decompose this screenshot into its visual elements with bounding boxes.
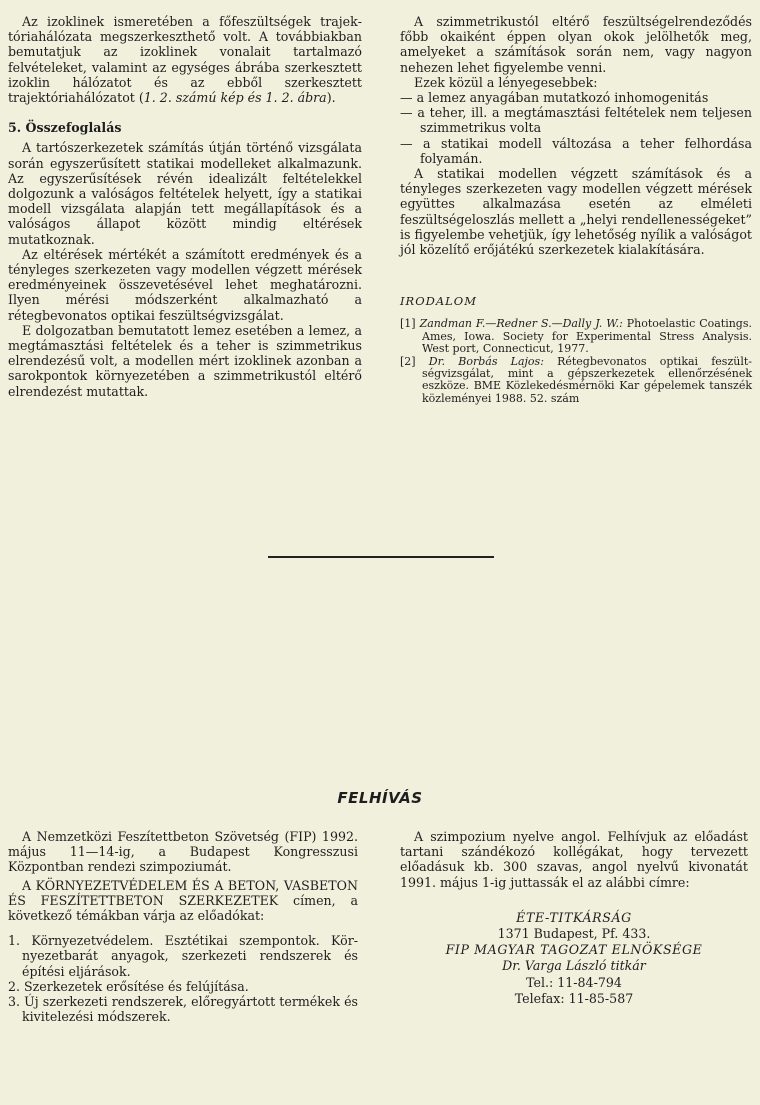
reference-item bbox=[400, 356, 752, 406]
contact-fax: Telefax: 11-85-587 bbox=[514, 990, 634, 1006]
contact-block bbox=[400, 910, 748, 1007]
list-item: 2. Szerkezetek erősítése és felújítása. bbox=[8, 978, 249, 994]
reference-number: [1] bbox=[400, 317, 416, 331]
contact-org: ÉTE-TITKÁRSÁG bbox=[516, 909, 632, 925]
reference-number: [2] bbox=[400, 354, 416, 368]
right-paragraph-3: A statikai modellen végzett számítások és a tényleges szerkezeten vagy modellen végzett mérések együttes alkalmazása esetén az elméleti feszültségeloszlás mellett a „helyi rendellenességeket” is figyelembe vehetjük, így lehetőség nyílik a valóságot jól közelítő erőjátékú szerkezetek kialakítására. bbox=[400, 166, 752, 258]
references-title: IRODALOM bbox=[400, 294, 477, 309]
call-intro: A Nemzetközi Feszítettbeton Szövetség (FIP) 1992. május 11—14-ig, a Budapest Kongresszusi Központban rendezi szimpoziumát. bbox=[8, 829, 358, 875]
list-item: — a statikai modell változása a teher felhordása folyamán. bbox=[400, 135, 752, 166]
figure-reference: 1. 2. számú kép és 1. 2. ábra bbox=[143, 90, 327, 106]
reference-authors: Dr. Borbás Lajos: bbox=[428, 354, 544, 368]
contact-address: 1371 Budapest, Pf. 433. bbox=[497, 926, 651, 942]
contact-phone: Tel.: 11-84-794 bbox=[526, 974, 622, 990]
call-title: FELHÍVÁS bbox=[337, 789, 423, 807]
cause-list bbox=[400, 90, 752, 166]
call-theme: A KÖRNYEZETVÉDELEM ÉS A BETON, VASBETON ÉS FESZÍTETTBETON SZERKEZETEK címen, a következő témákban várja az előadókat: bbox=[8, 877, 358, 924]
right-column bbox=[400, 14, 752, 405]
list-item: 3. Új szerkezeti rendszerek, előregyártott termékek és kivitelezési módszerek. bbox=[8, 994, 358, 1025]
section-heading: 5. Összefoglalás bbox=[8, 120, 122, 136]
call-instructions: A szimpozium nyelve angol. Felhívjuk az előadást tartani szándékozó kollégákat, hogy tervezett előadásuk kb. 300 szavas, angol nyelvű kivonatát 1991. május 1-ig juttassák el az alábbi címre: bbox=[400, 829, 748, 890]
reference-item bbox=[400, 318, 752, 355]
reference-text: Rétegbevonatos optikai feszültségvizsgálat, mint a gépszerkezetek ellenőrzésének eszköze. BME Közlekedésmérnöki Kar gépelemek tanszék közleményei 1988. 52. szám bbox=[422, 354, 752, 405]
summary-paragraph-2: Az eltérések mértékét a számított eredmények és a tényleges szerkezeten vagy modellen végzett mérések eredményeinek összevetésével lehet meghatározni. Ilyen mérési módszerként alkalmazható a rétegbevonatos optikai feszültségvizsgálat. bbox=[8, 246, 362, 323]
left-column bbox=[8, 14, 362, 399]
contact-group: FIP MAGYAR TAGOZAT ELNÖKSÉGE bbox=[445, 942, 703, 958]
paragraph-izoklin bbox=[8, 14, 362, 105]
list-item: 1. Környezetvédelem. Esztétikai szempontok. Környezetbarát anyagok, szerkezeti rendszerek és építési eljárások. bbox=[8, 933, 358, 979]
summary-paragraph-3: E dolgozatban bemutatott lemez esetében a lemez, a megtámasztási feltételek és a teher is szimmetrikus elrendezésű volt, a modellen mért izoklinek azonban a sarokpontok környezetében a szimmetrikustól eltérő elrendezést mutattak. bbox=[8, 322, 362, 399]
list-item: — a teher, ill. a megtámasztási feltételek nem teljesen szimmetrikus volta bbox=[400, 105, 752, 136]
reference-text: Photoelastic Coatings. Ames, Iowa. Society for Experimental Stress Analysis. West port, Connecticut, 1977. bbox=[422, 317, 752, 356]
right-paragraph-2: Ezek közül a lényegesebbek: bbox=[414, 74, 598, 90]
topic-list bbox=[8, 933, 358, 1024]
paragraph-text-end: ). bbox=[326, 90, 336, 106]
contact-person: Dr. Varga László titkár bbox=[502, 958, 646, 974]
right-paragraph-1: A szimmetrikustól eltérő feszültségelrendeződés főbb okaiként éppen olyan okok jelölhetők meg, amelyeket a számítások során nem, vagy nagyon nehezen lehet figyelembe venni. bbox=[400, 14, 752, 75]
reference-authors: Zandman F.—Redner S.—Dally J. W.: bbox=[419, 317, 623, 331]
reference-list bbox=[400, 318, 752, 405]
paragraph-text: Az izoklinek ismeretében a főfeszültségek trajektóriahálózata megszerkeszthető volt. A továbbiakban bemutatjuk az izoklinek vonalait tartalmazó felvételeket, valamint az egységes ábrába szerkesztett izoklin hálózatot és az ebből szerkesztett trajektóriahálózatot ( bbox=[8, 14, 362, 106]
section-divider bbox=[268, 556, 494, 558]
list-item: — a lemez anyagában mutatkozó inhomogenitás bbox=[400, 90, 709, 106]
summary-paragraph-1: A tartószerkezetek számítás útján történő vizsgálata során egyszerűsített statikai modelleket alkalmazunk. Az egyszerűsítések révén idealizált feltételekkel dolgozunk a valóságos feltételek helyett, így a statikai modell vizsgálata alapján tett megállapítások és a valóságos állapot között mindig eltérések mutatkoznak. bbox=[8, 140, 362, 247]
call-left-column bbox=[8, 829, 358, 1024]
call-right-column bbox=[400, 829, 748, 1007]
